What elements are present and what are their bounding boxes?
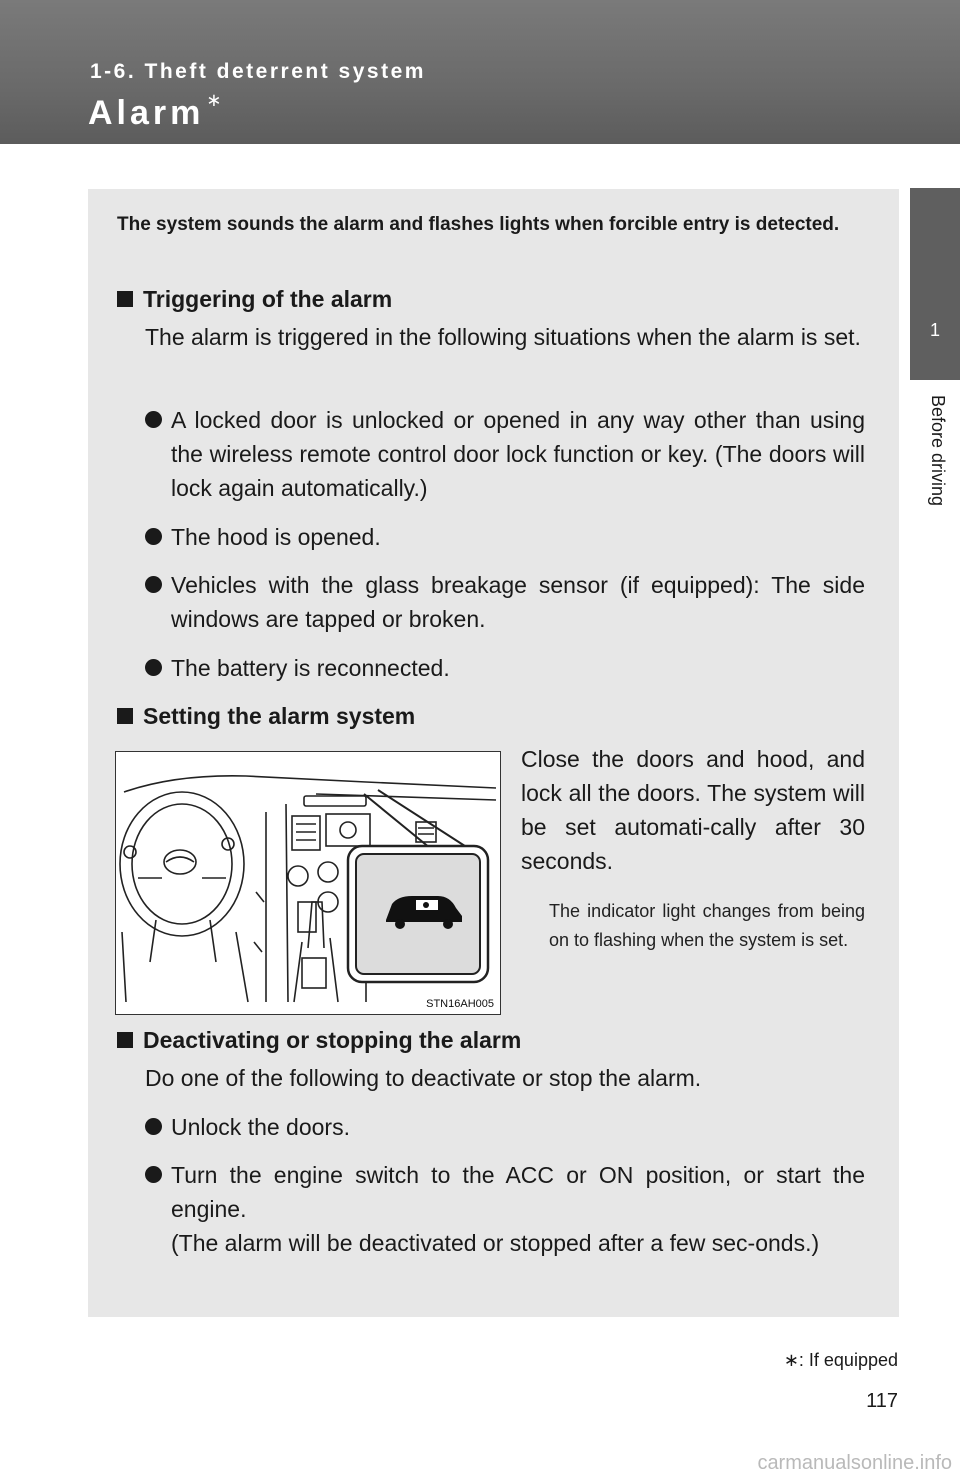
section-label: 1-6. Theft deterrent system [90, 60, 426, 83]
setting-text: Close the doors and hood, and lock all the doors. The system will be set automati-cally after 30 seconds. [521, 746, 865, 874]
deactivating-bullet-2: Turn the engine switch to the ACC or ON position, or start the engine. (The alarm will be deactivated or stopped after a few sec-onds.) [145, 1158, 865, 1260]
bullet-dot-icon [145, 1166, 162, 1183]
square-bullet-icon [117, 1032, 133, 1048]
heading-deactivating: Deactivating or stopping the alarm [117, 1027, 521, 1054]
dashboard-illustration [115, 751, 501, 1015]
bullet-dot-icon [145, 411, 162, 428]
intro-text: The system sounds the alarm and flashes lights when forcible entry is detected. [117, 214, 840, 235]
triggering-bullet-2: The hood is opened. [145, 520, 865, 554]
figure-code: STN16AH005 [426, 998, 494, 1010]
chapter-number: 1 [929, 320, 940, 340]
watermark: carmanualsonline.info [757, 1452, 952, 1474]
if-equipped-marker: ∗ [206, 89, 226, 110]
page-title-text: Alarm [88, 94, 205, 132]
chapter-tab[interactable] [910, 188, 960, 380]
triggering-bullet-1: A locked door is unlocked or opened in any way other than using the wireless remote control door lock function or key. (The doors will lock again automatically.) [145, 403, 865, 505]
deactivating-text: Do one of the following to deactivate or stop the alarm. [145, 1065, 702, 1091]
triggering-bullet-4: The battery is reconnected. [145, 651, 865, 685]
page-header [0, 0, 960, 144]
page-number: 117 [866, 1390, 898, 1412]
triggering-bullet-3: Vehicles with the glass breakage sensor (if equipped): The side windows are tapped or broken. [145, 568, 865, 636]
bullet-dot-icon [145, 576, 162, 593]
deactivating-bullet-1: Unlock the doors. [145, 1110, 865, 1144]
square-bullet-icon [117, 291, 133, 307]
heading-triggering: Triggering of the alarm [117, 286, 392, 313]
dashboard-drawing [116, 752, 500, 1014]
triggering-text: The alarm is triggered in the following situations when the alarm is set. [145, 324, 861, 350]
bullet-dot-icon [145, 528, 162, 545]
bullet-dot-icon [145, 659, 162, 676]
square-bullet-icon [117, 708, 133, 724]
bullet-dot-icon [145, 1118, 162, 1135]
footnote: ∗: If equipped [783, 1350, 898, 1370]
heading-setting: Setting the alarm system [117, 703, 415, 730]
content-box [88, 189, 899, 1317]
setting-note: The indicator light changes from being on to flashing when the system is set. [549, 901, 865, 950]
page-title [88, 89, 226, 133]
chapter-tab-label: Before driving [928, 395, 948, 507]
